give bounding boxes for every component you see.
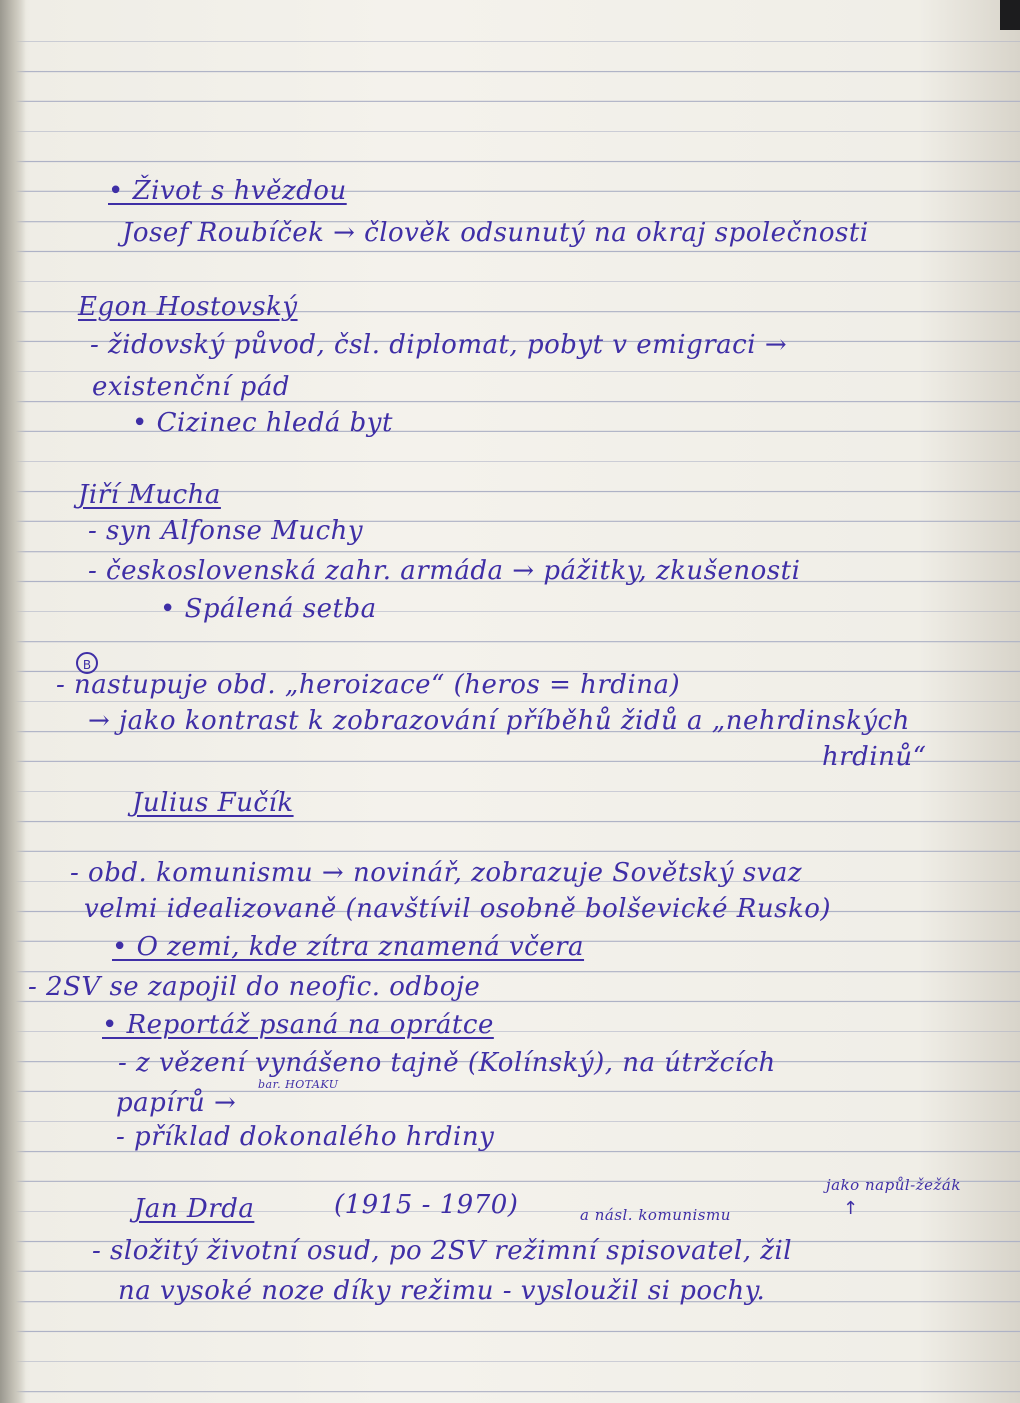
note-line: - příklad dokonalého hrdiny — [116, 1122, 495, 1152]
heading-egon-hostovsky: Egon Hostovský — [78, 292, 298, 322]
heading-jan-drda: Jan Drda — [134, 1194, 255, 1224]
heading-julius-fucik: Julius Fučík — [132, 788, 294, 818]
note-line: na vysoké noze díky režimu - vysloužil si pochy. — [118, 1276, 766, 1306]
note-line: - obd. komunismu → novinář, zobrazuje Sovětský svaz — [70, 858, 803, 888]
note-line: → jako kontrast k zobrazování příběhů židů a „nehrdinských — [88, 706, 910, 736]
note-line: - z vězení vynášeno tajně (Kolínský), na útržcích — [118, 1048, 776, 1078]
note-line: velmi idealizovaně (navštívil osobně bolševické Rusko) — [84, 894, 832, 924]
note-line: - nastupuje obd. „heroizace“ (heros = hrdina) — [56, 670, 681, 700]
margin-note: bar. HOTAKU — [258, 1078, 339, 1091]
margin-note: jako napůl-žežák — [826, 1176, 961, 1194]
note-line: - syn Alfonse Muchy — [88, 516, 364, 546]
work-title: • Cizinec hledá byt — [132, 408, 393, 438]
arrow-up-icon: ↑ — [843, 1198, 859, 1219]
note-line: (1915 - 1970) — [334, 1190, 519, 1220]
note-line: - 2SV se zapojil do neofic. odboje — [28, 972, 481, 1002]
note-line: - československá zahr. armáda → pážitky, zkušenosti — [88, 556, 801, 586]
note-line: papírů → — [116, 1088, 237, 1118]
margin-note: a násl. komunismu — [580, 1206, 731, 1224]
note-line: existenční pád — [92, 372, 290, 402]
circled-b-marker: B — [76, 652, 98, 674]
note-line: hrdinů“ — [822, 742, 927, 772]
note-line: - židovský původ, čsl. diplomat, pobyt v emigraci → — [90, 330, 788, 360]
work-title: • Reportáž psaná na oprátce — [102, 1010, 494, 1040]
work-title: • Spálená setba — [160, 594, 377, 624]
heading-jiri-mucha: Jiří Mucha — [78, 480, 221, 510]
note-line: Josef Roubíček → člověk odsunutý na okraj společnosti — [122, 218, 869, 248]
heading-zivot-s-hvezdou: • Život s hvězdou — [108, 176, 347, 206]
note-line: - složitý životní osud, po 2SV režimní spisovatel, žil — [92, 1236, 793, 1266]
work-title: • O zemi, kde zítra znamená včera — [112, 932, 585, 962]
